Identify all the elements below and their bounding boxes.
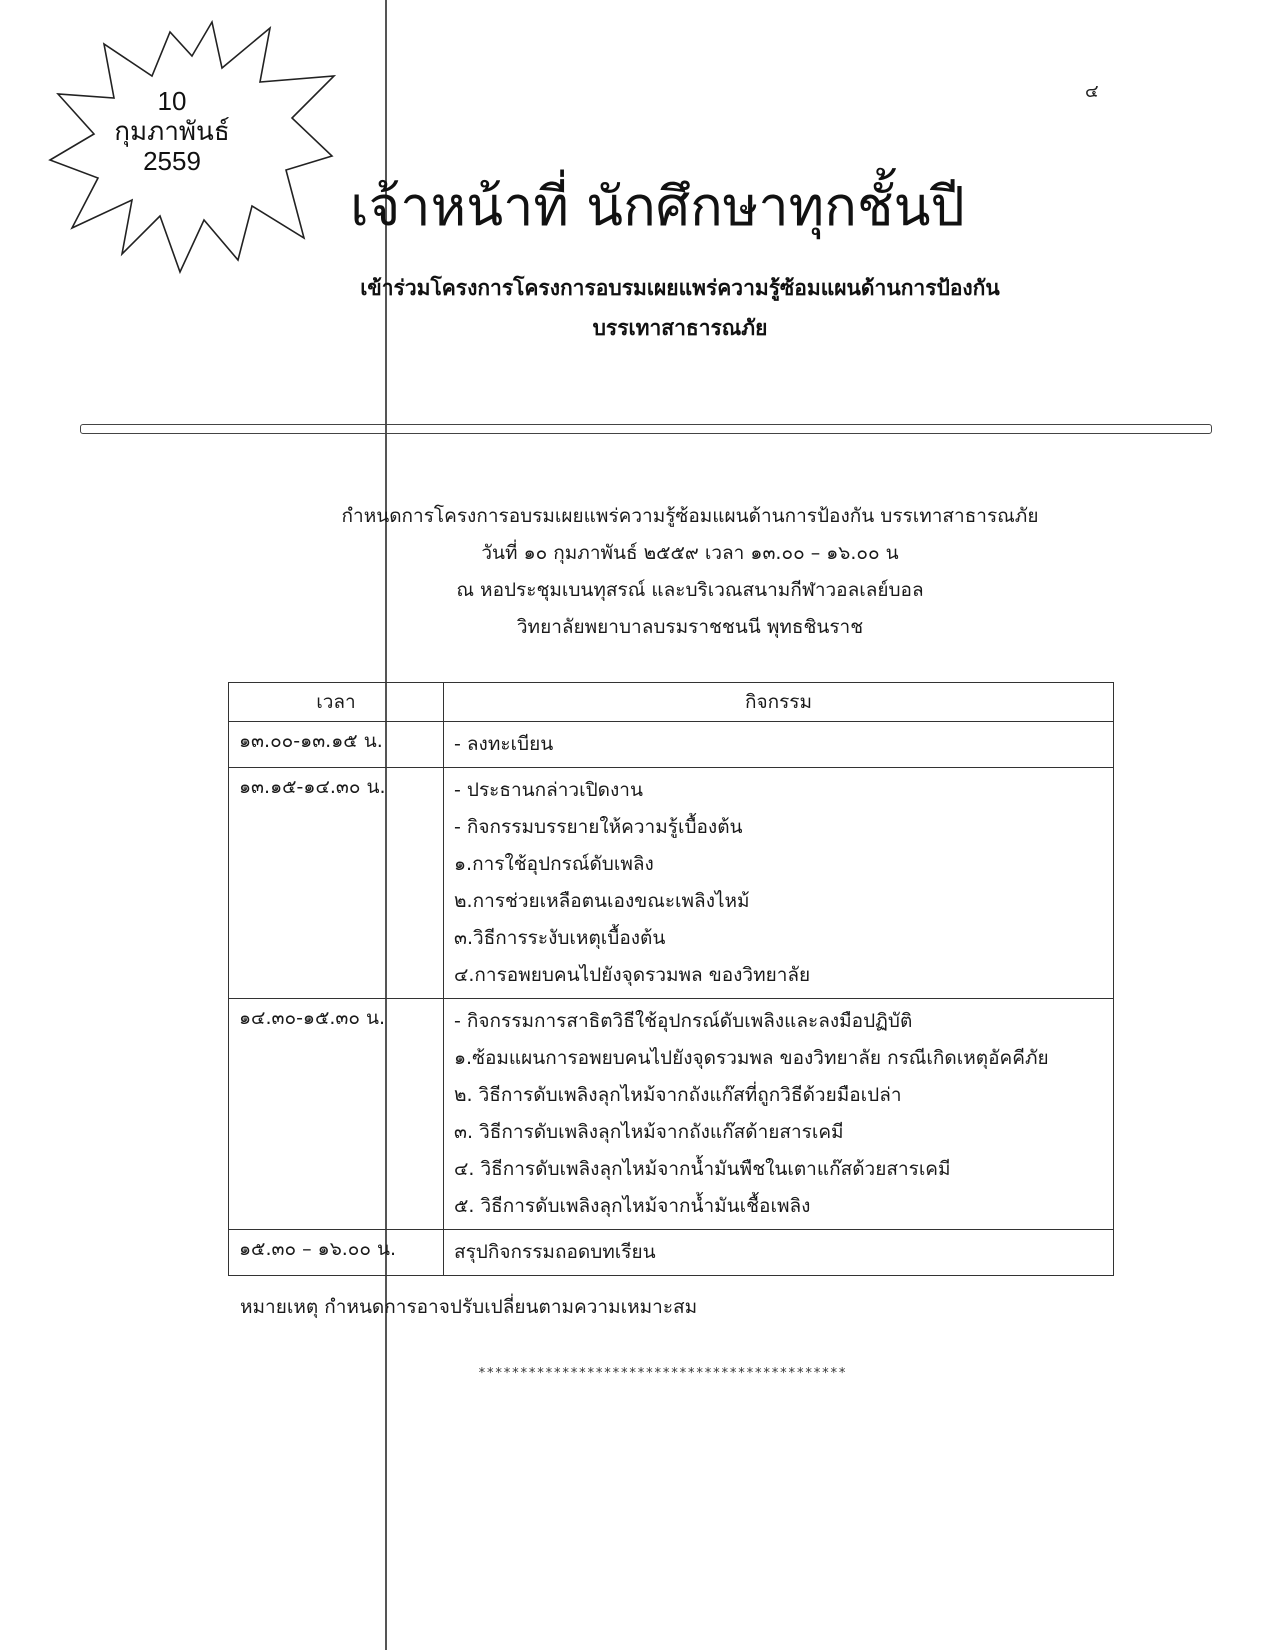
activity-item: สรุปกิจกรรมถอดบทเรียน [454, 1241, 656, 1263]
table-header-row [229, 683, 1114, 722]
row-time: ๑๓.๐๐-๑๓.๑๕ น. [229, 722, 444, 768]
subtitle-line-1: เข้าร่วมโครงการโครงการอบรมเผยแพร่ความรู้ซ้อมแผนด้านการป้องกัน [360, 276, 1000, 300]
page-title: เจ้าหน้าที่ นักศึกษาทุกชั้นปี [350, 175, 965, 238]
activity-item: ๓.วิธีการระงับเหตุเบื้องต้น [454, 927, 666, 949]
badge-month: กุมภาพันธ์ [114, 116, 230, 146]
badge-year: 2559 [143, 146, 201, 176]
row-activities [444, 722, 1114, 768]
remark-note: หมายเหตุ กำหนดการอาจปรับเปลี่ยนตามความเหมาะสม [240, 1296, 698, 1318]
table-row [229, 722, 1114, 768]
header-activity: กิจกรรม [444, 683, 1114, 722]
row-activities [444, 999, 1114, 1230]
activity-item: ๓. วิธีการดับเพลิงลุกไหม้จากถังแก๊สด้ายสารเคมี [454, 1121, 844, 1143]
activity-item: - กิจกรรมการสาธิตวิธีใช้อุปกรณ์ดับเพลิงและลงมือปฏิบัติ [454, 1010, 913, 1032]
section-divider [80, 424, 1212, 434]
activity-item: ๔. วิธีการดับเพลิงลุกไหม้จากน้ำมันพืชในเตาแก๊สด้วยสารเคมี [454, 1158, 951, 1180]
schedule-header [300, 498, 1080, 646]
row-time: ๑๕.๓๐ – ๑๖.๐๐ น. [229, 1230, 444, 1276]
schedule-header-line-1: กำหนดการโครงการอบรมเผยแพร่ความรู้ซ้อมแผนด้านการป้องกัน บรรเทาสาธารณภัย [341, 505, 1039, 527]
activity-item: ๕. วิธีการดับเพลิงลุกไหม้จากน้ำมันเชื้อเพลิง [454, 1195, 811, 1217]
row-activities [444, 768, 1114, 999]
row-activities [444, 1230, 1114, 1276]
badge-day: 10 [157, 86, 187, 116]
activity-item: ๑.การใช้อุปกรณ์ดับเพลิง [454, 853, 654, 875]
activity-item: - ประธานกล่าวเปิดงาน [454, 779, 643, 801]
schedule-header-line-2: วันที่ ๑๐ กุมภาพันธ์ ๒๕๕๙ เวลา ๑๓.๐๐ – ๑๖.๐๐ น [481, 542, 899, 564]
badge-date-text [102, 86, 242, 176]
activity-item: ๔.การอพยบคนไปยังจุดรวมพล ของวิทยาลัย [454, 964, 811, 986]
row-time: ๑๓.๑๕-๑๔.๓๐ น. [229, 768, 444, 999]
table-row [229, 1230, 1114, 1276]
schedule-header-line-3: ณ หอประชุมเบนทุสรณ์ และบริเวณสนามกีฬาวอลเลย์บอล [456, 579, 924, 601]
subtitle-line-2: บรรเทาสาธารณภัย [592, 316, 768, 340]
row-time: ๑๔.๓๐-๑๕.๓๐ น. [229, 999, 444, 1230]
asterisk-separator: ******************************************** [478, 1366, 847, 1381]
header-time: เวลา [229, 683, 444, 722]
activity-item: - ลงทะเบียน [454, 733, 554, 755]
activity-item: - กิจกรรมบรรยายให้ความรู้เบื้องต้น [454, 816, 743, 838]
page-number: ๔ [1085, 81, 1099, 102]
page-subtitle [300, 268, 1060, 348]
table-row [229, 999, 1114, 1230]
schedule-header-line-4: วิทยาลัยพยาบาลบรมราชชนนี พุทธชินราช [516, 616, 864, 638]
activity-item: ๒.การช่วยเหลือตนเองขณะเพลิงไหม้ [454, 890, 750, 912]
agenda-table [228, 682, 1114, 1276]
table-row [229, 768, 1114, 999]
activity-item: ๑.ซ้อมแผนการอพยบคนไปยังจุดรวมพล ของวิทยาลัย กรณีเกิดเหตุอัคคีภัย [454, 1047, 1049, 1069]
activity-item: ๒. วิธีการดับเพลิงลุกไหม้จากถังแก๊สที่ถูกวิธีด้วยมือเปล่า [454, 1084, 902, 1106]
